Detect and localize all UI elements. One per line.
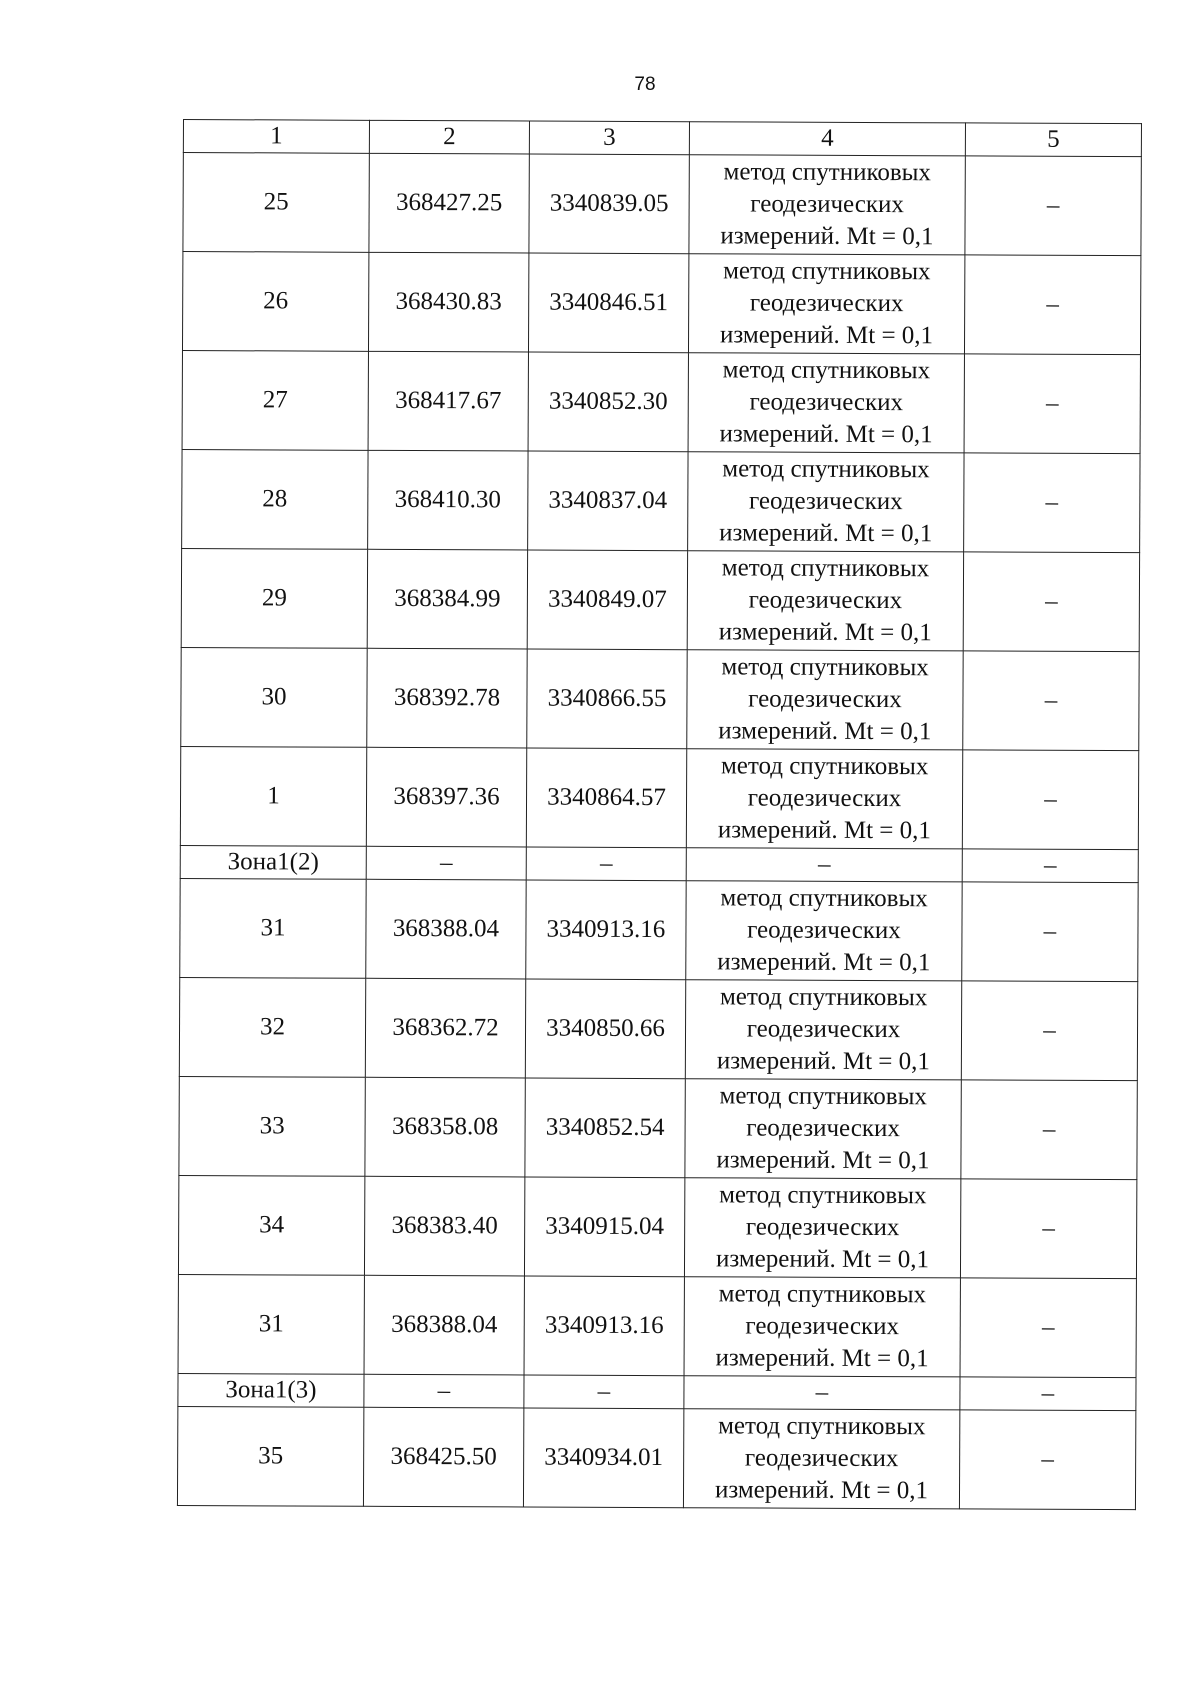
method-line: измерений. Mt = 0,1 bbox=[718, 618, 932, 647]
method-line: измерений. Mt = 0,1 bbox=[719, 321, 934, 350]
method-cell bbox=[688, 254, 964, 354]
empty-dash-cell: – bbox=[964, 354, 1140, 454]
y-coordinate-cell: 3340934.01 bbox=[523, 1408, 683, 1508]
y-coordinate-cell: 3340849.07 bbox=[527, 550, 687, 650]
table-header-row bbox=[183, 120, 1141, 157]
empty-dash-cell: – bbox=[961, 1080, 1137, 1180]
table-row bbox=[180, 746, 1138, 849]
method-line: геодезических bbox=[748, 685, 902, 714]
method-line: метод спутниковых bbox=[721, 554, 930, 583]
method-line: геодезических bbox=[748, 586, 903, 615]
y-coordinate-cell: 3340913.16 bbox=[526, 880, 686, 980]
x-coordinate-cell: 368358.08 bbox=[365, 1077, 525, 1177]
point-number-cell: 31 bbox=[178, 1274, 364, 1374]
header-cell: 2 bbox=[369, 120, 529, 154]
method-line: измерений. Mt = 0,1 bbox=[715, 1344, 929, 1373]
method-cell bbox=[686, 881, 962, 981]
method-line: метод спутниковых bbox=[723, 257, 931, 286]
method-line: измерений. Mt = 0,1 bbox=[715, 1245, 930, 1274]
page-number: 78 bbox=[634, 74, 656, 95]
method-line: геодезических bbox=[744, 1444, 899, 1473]
y-coordinate-cell: 3340846.51 bbox=[528, 253, 688, 353]
method-line: геодезических bbox=[745, 1312, 900, 1341]
empty-dash-cell: – bbox=[962, 750, 1138, 850]
empty-dash-cell: – bbox=[964, 255, 1140, 355]
method-line: метод спутниковых bbox=[718, 1280, 927, 1309]
y-coordinate-cell: 3340913.16 bbox=[524, 1276, 684, 1376]
y-coordinate-cell: 3340866.55 bbox=[527, 649, 687, 749]
table-row bbox=[182, 449, 1140, 552]
point-number-cell: 32 bbox=[179, 977, 365, 1077]
header-cell: 4 bbox=[689, 122, 965, 156]
method-line: измерений. Mt = 0,1 bbox=[716, 1146, 930, 1175]
empty-dash-cell: – bbox=[364, 1374, 524, 1408]
y-coordinate-cell: 3340837.04 bbox=[528, 451, 688, 551]
empty-dash-cell: – bbox=[964, 453, 1140, 553]
point-number-cell: 25 bbox=[183, 153, 369, 253]
empty-dash-cell: – bbox=[962, 882, 1138, 982]
method-line: геодезических bbox=[749, 289, 904, 318]
method-line: метод спутниковых bbox=[722, 356, 931, 385]
empty-dash-cell: – bbox=[960, 1377, 1136, 1411]
method-line: измерений. Mt = 0,1 bbox=[720, 222, 934, 251]
empty-dash-cell: – bbox=[686, 848, 962, 882]
point-number-cell: 1 bbox=[180, 746, 366, 846]
method-line: измерений. Mt = 0,1 bbox=[717, 948, 931, 977]
table-row bbox=[180, 878, 1138, 981]
method-line: измерений. Mt = 0,1 bbox=[718, 717, 932, 746]
header-cell: 5 bbox=[965, 123, 1141, 157]
method-line: измерений. Mt = 0,1 bbox=[716, 1047, 930, 1076]
method-line: метод спутниковых bbox=[721, 653, 929, 682]
empty-dash-cell: – bbox=[959, 1410, 1135, 1510]
x-coordinate-cell: 368384.99 bbox=[367, 549, 527, 649]
header-cell: 1 bbox=[183, 120, 369, 154]
method-cell bbox=[684, 1178, 960, 1278]
method-line: геодезических bbox=[748, 487, 903, 516]
method-cell bbox=[689, 155, 965, 255]
table-row bbox=[179, 977, 1137, 1080]
method-line: метод спутниковых bbox=[720, 884, 928, 913]
table-row bbox=[181, 647, 1139, 750]
point-number-cell: 30 bbox=[181, 647, 367, 747]
table-body bbox=[177, 120, 1141, 1510]
y-coordinate-cell: 3340864.57 bbox=[526, 748, 686, 848]
x-coordinate-cell: 368383.40 bbox=[364, 1176, 524, 1276]
method-line: измерений. Mt = 0,1 bbox=[719, 519, 933, 548]
point-number-cell: 34 bbox=[178, 1175, 364, 1275]
method-line: метод спутниковых bbox=[722, 455, 930, 484]
point-number-cell: 26 bbox=[182, 252, 368, 352]
method-line: измерений. Mt = 0,1 bbox=[717, 816, 931, 845]
x-coordinate-cell: 368397.36 bbox=[366, 747, 526, 847]
x-coordinate-cell: 368392.78 bbox=[367, 648, 527, 748]
method-line: метод спутниковых bbox=[720, 752, 929, 781]
table-row bbox=[179, 1076, 1137, 1179]
method-line: геодезических bbox=[747, 784, 902, 813]
method-cell bbox=[683, 1409, 959, 1509]
x-coordinate-cell: 368427.25 bbox=[369, 153, 529, 253]
method-cell bbox=[687, 650, 963, 750]
y-coordinate-cell: 3340839.05 bbox=[529, 154, 689, 254]
method-cell bbox=[688, 452, 964, 552]
table-row bbox=[181, 548, 1139, 651]
table-row bbox=[182, 350, 1140, 453]
zone-label: Зона1(2) bbox=[180, 845, 366, 879]
empty-dash-cell: – bbox=[366, 846, 526, 880]
y-coordinate-cell: 3340852.54 bbox=[525, 1078, 685, 1178]
method-line: геодезических bbox=[746, 1114, 900, 1143]
y-coordinate-cell: 3340852.30 bbox=[528, 352, 688, 452]
method-line: геодезических bbox=[750, 190, 904, 219]
x-coordinate-cell: 368362.72 bbox=[365, 978, 525, 1078]
point-number-cell: 28 bbox=[182, 449, 368, 549]
method-cell bbox=[688, 353, 964, 453]
method-line: метод спутниковых bbox=[723, 158, 932, 187]
zone-label: Зона1(3) bbox=[178, 1373, 364, 1407]
empty-dash-cell: – bbox=[963, 651, 1139, 751]
empty-dash-cell: – bbox=[526, 847, 686, 881]
method-line: геодезических bbox=[749, 388, 904, 417]
x-coordinate-cell: 368410.30 bbox=[368, 450, 528, 550]
y-coordinate-cell: 3340850.66 bbox=[525, 979, 685, 1079]
method-line: метод спутниковых bbox=[719, 983, 928, 1012]
method-line: метод спутниковых bbox=[718, 1412, 926, 1441]
empty-dash-cell: – bbox=[960, 1179, 1136, 1279]
coordinates-table bbox=[177, 119, 1142, 1510]
coordinates-table-wrapper bbox=[177, 119, 1141, 1510]
method-line: геодезических bbox=[746, 1015, 901, 1044]
table-row bbox=[182, 252, 1140, 355]
empty-dash-cell: – bbox=[524, 1375, 684, 1409]
table-row bbox=[183, 153, 1141, 256]
zone-row bbox=[178, 1373, 1136, 1410]
x-coordinate-cell: 368388.04 bbox=[366, 879, 526, 979]
empty-dash-cell: – bbox=[962, 849, 1138, 883]
table-row bbox=[178, 1274, 1136, 1377]
x-coordinate-cell: 368425.50 bbox=[363, 1407, 523, 1507]
empty-dash-cell: – bbox=[684, 1376, 960, 1410]
method-cell bbox=[684, 1277, 960, 1377]
y-coordinate-cell: 3340915.04 bbox=[524, 1177, 684, 1277]
method-cell bbox=[687, 551, 963, 651]
method-cell bbox=[685, 980, 961, 1080]
point-number-cell: 33 bbox=[179, 1076, 365, 1176]
method-line: геодезических bbox=[745, 1213, 900, 1242]
empty-dash-cell: – bbox=[965, 156, 1141, 256]
method-line: метод спутниковых bbox=[719, 1181, 927, 1210]
method-line: измерений. Mt = 0,1 bbox=[719, 420, 933, 449]
empty-dash-cell: – bbox=[961, 981, 1137, 1081]
x-coordinate-cell: 368430.83 bbox=[368, 252, 528, 352]
header-cell: 3 bbox=[529, 121, 689, 155]
zone-row bbox=[180, 845, 1138, 882]
point-number-cell: 35 bbox=[177, 1406, 363, 1506]
method-cell bbox=[685, 1079, 961, 1179]
method-cell bbox=[686, 749, 962, 849]
table-row bbox=[178, 1175, 1136, 1278]
point-number-cell: 27 bbox=[182, 350, 368, 450]
method-line: геодезических bbox=[747, 916, 901, 945]
method-line: измерений. Mt = 0,1 bbox=[714, 1476, 929, 1505]
x-coordinate-cell: 368417.67 bbox=[368, 351, 528, 451]
empty-dash-cell: – bbox=[963, 552, 1139, 652]
empty-dash-cell: – bbox=[960, 1278, 1136, 1378]
table-row bbox=[177, 1406, 1135, 1509]
point-number-cell: 31 bbox=[180, 878, 366, 978]
method-line: метод спутниковых bbox=[719, 1082, 928, 1111]
x-coordinate-cell: 368388.04 bbox=[364, 1275, 524, 1375]
point-number-cell: 29 bbox=[181, 548, 367, 648]
